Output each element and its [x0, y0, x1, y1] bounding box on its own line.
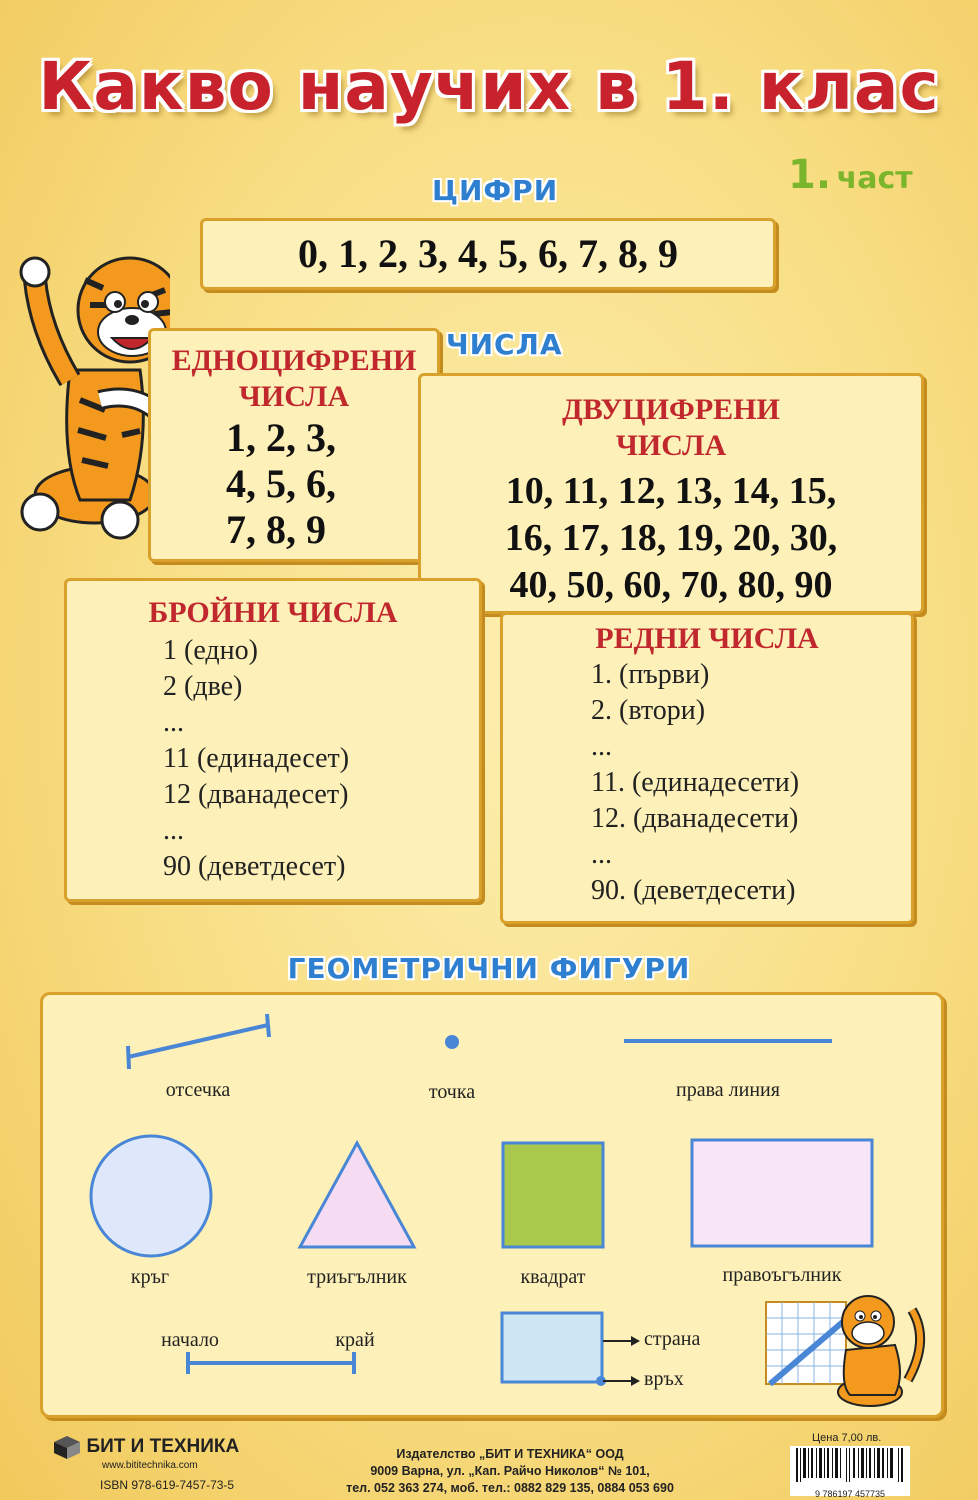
isbn: ISBN 978-619-7457-73-5 — [100, 1478, 235, 1492]
ordinal-item: ... — [591, 731, 612, 762]
website: www.bititechnika.com — [102, 1460, 198, 1471]
vertex-arrow-icon — [603, 1376, 640, 1386]
publisher-line1: Издателство „БИТ И ТЕХНИКА“ ООД — [396, 1447, 624, 1461]
two-digit-heading-1: ДВУЦИФРЕНИ — [562, 393, 780, 426]
cardinal-item: 11 (единадесет) — [163, 743, 350, 774]
ordinal-item: 1. (първи) — [591, 659, 710, 690]
side-arrow-icon — [603, 1336, 640, 1346]
publisher-logo-text: БИТ И ТЕХНИКА — [86, 1436, 240, 1457]
cardinal-item: 2 (две) — [163, 671, 243, 702]
publisher-logo — [52, 1434, 239, 1460]
ordinal-item: 12. (дванадесети) — [591, 803, 799, 834]
part-word: част — [836, 161, 913, 196]
triangle-label: триъгълник — [307, 1266, 407, 1288]
start-label: начало — [161, 1329, 219, 1351]
barcode-bars — [790, 1446, 910, 1484]
publisher-info — [300, 1446, 720, 1497]
single-digit-heading-2: ЧИСЛА — [238, 380, 350, 413]
single-digit-heading-1: ЕДНОЦИФРЕНИ — [171, 344, 417, 377]
line-label: права линия — [676, 1079, 780, 1101]
two-digit-heading-2: ЧИСЛА — [615, 429, 727, 462]
numbers-heading: ЧИСЛА — [446, 328, 563, 361]
vertex-label: връх — [644, 1368, 684, 1390]
segment-shape — [128, 1014, 269, 1069]
barcode — [790, 1446, 910, 1499]
cardinal-item: 90 (деветдесет) — [163, 851, 346, 882]
single-digit-row: 7, 8, 9 — [226, 507, 326, 552]
ordinal-item: 90. (деветдесети) — [591, 875, 796, 906]
side-label: страна — [644, 1328, 701, 1350]
circle-shape — [91, 1136, 211, 1256]
point-shape — [445, 1035, 459, 1049]
start-end-segment — [188, 1352, 354, 1374]
two-digit-row: 10, 11, 12, 13, 14, 15, — [505, 470, 837, 512]
point-label: точка — [428, 1081, 476, 1103]
barcode-number: 9 786197 457735 — [814, 1489, 886, 1499]
cardinal-item: ... — [163, 815, 184, 846]
ordinal-heading: РЕДНИ ЧИСЛА — [595, 622, 819, 655]
single-digit-row: 1, 2, 3, — [226, 415, 336, 460]
ordinal-item: 11. (единадесети) — [591, 767, 800, 798]
triangle-shape — [300, 1143, 414, 1247]
end-label: край — [335, 1329, 375, 1351]
publisher-line3: тел. 052 363 274, моб. тел.: 0882 829 135, 0884 053 690 — [346, 1481, 674, 1495]
digits-values: 0, 1, 2, 3, 4, 5, 6, 7, 8, 9 — [298, 231, 678, 276]
square-shape — [503, 1143, 603, 1247]
digits-heading: ЦИФРИ — [432, 174, 559, 207]
circle-label: кръг — [130, 1266, 170, 1288]
rectangle-label: правоъгълник — [722, 1264, 842, 1286]
cardinal-heading: БРОЙНИ ЧИСЛА — [148, 596, 398, 629]
ordinal-item: 2. (втори) — [591, 695, 706, 726]
segment-label: отсечка — [165, 1079, 231, 1101]
cardinal-item: 12 (дванадесет) — [163, 779, 349, 810]
ordinal-item: ... — [591, 839, 612, 870]
two-digit-row: 40, 50, 60, 70, 80, 90 — [509, 564, 833, 606]
single-digit-row: 4, 5, 6, — [226, 461, 336, 506]
part-number: 1. — [788, 152, 832, 198]
square-label: квадрат — [520, 1266, 586, 1288]
small-square-shape — [502, 1313, 602, 1382]
cardinal-item: ... — [163, 707, 184, 738]
publisher-line2: 9009 Варна, ул. „Кап. Райчо Николов“ № 101, — [370, 1464, 650, 1478]
geometry-heading: ГЕОМЕТРИЧНИ ФИГУРИ — [287, 952, 691, 985]
page-title: Какво научих в 1. клас — [38, 48, 940, 125]
cardinal-item: 1 (едно) — [163, 635, 258, 666]
two-digit-row: 16, 17, 18, 19, 20, 30, — [504, 517, 838, 559]
price: Цена 7,00 лв. — [812, 1432, 882, 1444]
publisher-cube-icon — [52, 1434, 82, 1460]
tiger-with-grid-illustration — [766, 1296, 920, 1406]
rectangle-shape — [692, 1140, 872, 1246]
